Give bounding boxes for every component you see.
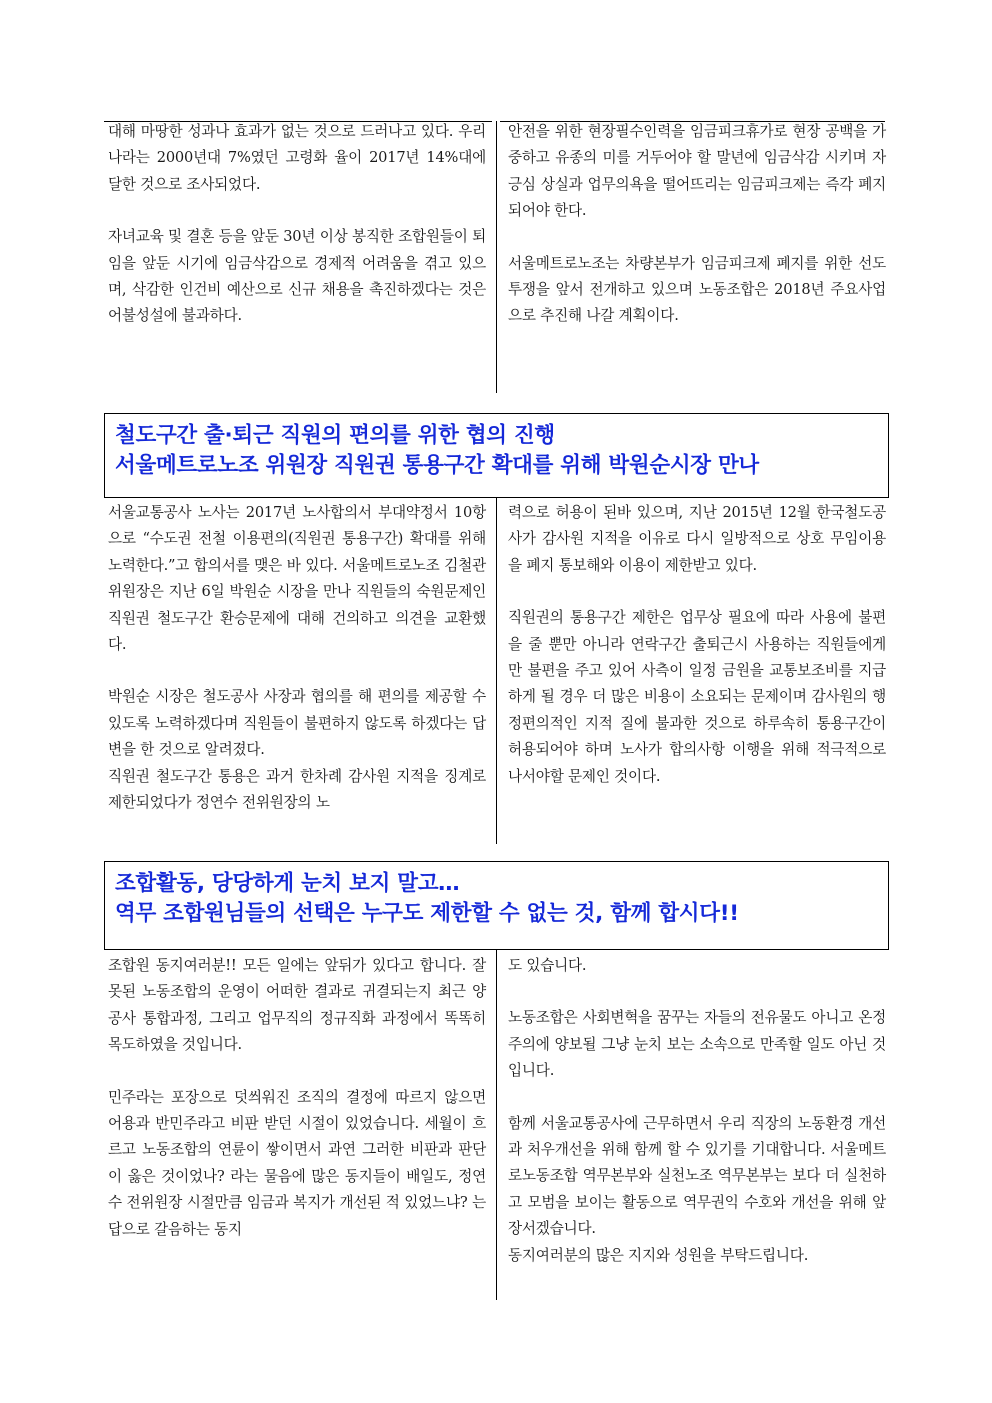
body-paragraph: 안전을 위한 현장필수인력을 임금피크휴가로 현장 공백을 가중하고 유종의 미를 거두어야 할 말년에 임금삭감 시키며 자긍심 상실과 업무의욕을 떨어뜨리는 임금피크제는 즉각 폐지 되어야 한다. bbox=[508, 123, 886, 220]
article1-headline-box bbox=[104, 413, 889, 498]
body-paragraph: 대해 마땅한 성과나 효과가 없는 것으로 드러나고 있다. 우리나라는 2000년대 7%였던 고령화 율이 2017년 14%대에 달한 것으로 조사되었다. bbox=[108, 123, 486, 193]
headline-line-1: 철도구간 출·퇴근 직원의 편의를 위한 협의 진행 bbox=[115, 423, 555, 448]
body-paragraph: 민주라는 포장으로 덧씌워진 조직의 결정에 따르지 않으면 어용과 반민주라고 비판 받던 시절이 있었습니다. 세월이 흐르고 노동조합의 연륜이 쌓이면서 과연 그러한 비판과 판단이 옳은 것이었나? 라는 물음에 많은 동지들이 배일도, 정연수 전위원장 시절만큼 임금과 복지가 개선된 적 있었느냐? 는 답으로 갈음하는 동지 bbox=[108, 1088, 486, 1238]
section1-left-column bbox=[108, 119, 486, 330]
article1-left-column bbox=[108, 500, 486, 816]
headline-line-2: 역무 조합원님들의 선택은 누구도 제한할 수 없는 것, 함께 합시다!! bbox=[115, 901, 739, 926]
body-paragraph: 자녀교육 및 결혼 등을 앞둔 30년 이상 봉직한 조합원들이 퇴임을 앞둔 시기에 임금삭감으로 경제적 어려움을 겪고 있으며, 삭감한 인건비 예산으로 신규 채용을 촉진하겠다는 것은 어불성설에 불과하다. bbox=[108, 228, 486, 325]
body-paragraph: 노동조합은 사회변혁을 꿈꾸는 자들의 전유물도 아니고 온정주의에 양보될 그냥 눈치 보는 소속으로 만족할 일도 아닌 것입니다. bbox=[508, 1009, 886, 1080]
headline-line-1: 조합활동, 당당하게 눈치 보지 말고… bbox=[115, 871, 460, 896]
body-paragraph: 직원권의 통용구간 제한은 업무상 필요에 따라 사용에 불편을 줄 뿐만 아니라 연락구간 출퇴근시 사용하는 직원들에게만 불편을 주고 있어 사측이 일정 금원을 교통보조비를 지급하게 될 경우 더 많은 비용이 소요되는 문제이며 감사원의 행정편의적인 지적 질에 불과한 것으로 하루속히 통용구간이 허용되어야 하며 노사가 합의사항 이행을 위해 적극적으로 나서야할 문제인 것이다. bbox=[508, 609, 886, 785]
column-divider bbox=[496, 950, 497, 1300]
article2-headline-box bbox=[104, 861, 889, 950]
body-paragraph: 조합원 동지여러분!! 모든 일에는 앞뒤가 있다고 합니다. 잘못된 노동조합의 운영이 어떠한 결과로 귀결되는지 최근 양공사 통합과정, 그리고 업무직의 정규직화 과정에서 똑똑히 목도하였을 것입니다. bbox=[108, 957, 486, 1054]
body-paragraph: 서울교통공사 노사는 2017년 노사합의서 부대약정서 10항으로 “수도권 전철 이용편의(직원권 통용구간) 확대를 위해 노력한다.”고 합의서를 맺은 바 있다. 서울메트로노조 김철관 위원장은 지난 6일 박원순 시장을 만나 직원들의 숙원문제인 직원권 철도구간 환승문제에 대해 건의하고 의견을 교환했다. bbox=[108, 504, 486, 654]
column-divider bbox=[496, 498, 497, 844]
body-paragraph: 서울메트로노조는 차량본부가 임금피크제 폐지를 위한 선도투쟁을 앞서 전개하고 있으며 노동조합은 2018년 주요사업으로 추진해 나갈 계획이다. bbox=[508, 254, 886, 325]
body-paragraph: 도 있습니다. bbox=[508, 957, 587, 974]
article1-right-column bbox=[508, 500, 886, 790]
headline-line-2: 서울메트로노조 위원장 직원권 통용구간 확대를 위해 박원순시장 만나 bbox=[115, 453, 759, 478]
body-paragraph: 함께 서울교통공사에 근무하면서 우리 직장의 노동환경 개선과 처우개선을 위해 함께 할 수 있기를 기대합니다. 서울메트로노동조합 역무본부와 실천노조 역무본부는 보다 더 실천하고 모범을 보이는 활동으로 역무권익 수호와 개선을 위해 앞장서겠습니다. bbox=[508, 1114, 886, 1238]
body-paragraph: 력으로 허용이 된바 있으며, 지난 2015년 12월 한국철도공사가 감사원 지적을 이유로 다시 일방적으로 상호 무임이용을 폐지 통보해와 이용이 제한받고 있다. bbox=[508, 504, 886, 574]
section1-right-column bbox=[508, 119, 886, 330]
body-paragraph: 동지여러분의 많은 지지와 성원을 부탁드립니다. bbox=[508, 1246, 809, 1264]
column-divider bbox=[496, 121, 497, 393]
article2-left-column bbox=[108, 953, 486, 1243]
body-paragraph: 박원순 시장은 철도공사 사장과 협의를 해 편의를 제공할 수 있도록 노력하겠다며 직원들이 불편하지 않도록 하겠다는 답변을 한 것으로 알려졌다. bbox=[108, 688, 486, 759]
article2-right-column bbox=[508, 953, 886, 1269]
body-paragraph: 직원권 철도구간 통용은 과거 한차례 감사원 지적을 징계로 제한되었다가 정연수 전위원장의 노 bbox=[108, 767, 486, 812]
